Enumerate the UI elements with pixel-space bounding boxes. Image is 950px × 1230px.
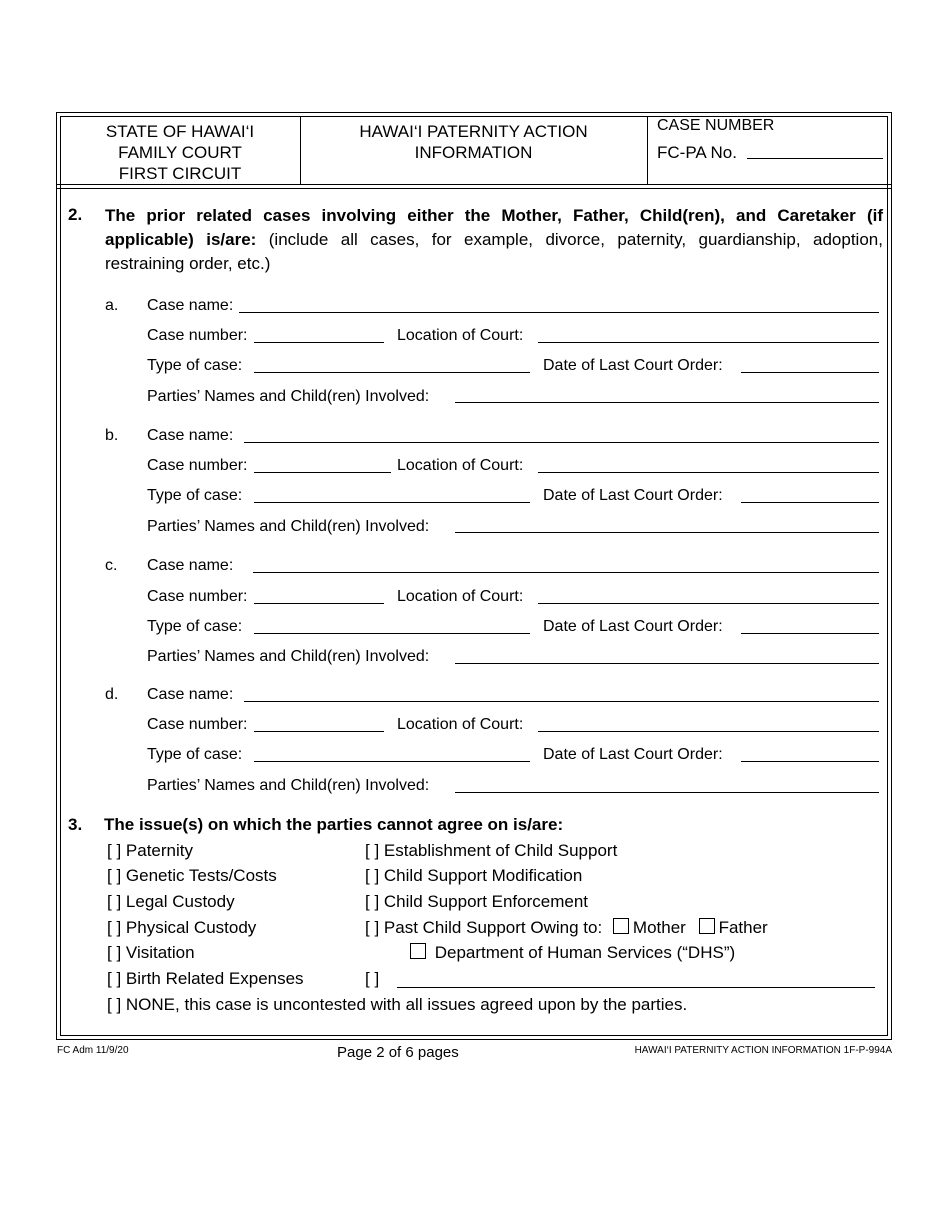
dhs-checkbox[interactable] [410,943,426,959]
case-number-input[interactable] [747,158,883,159]
type-label: Type of case: [147,746,243,763]
court-block [62,121,298,184]
section-number: 3. [68,815,83,834]
date-input[interactable] [741,502,879,503]
location-input[interactable] [538,472,879,473]
checkbox-bracket[interactable]: [ ] [107,841,122,860]
form-title-line: HAWAI‘I PATERNITY ACTION [359,122,588,141]
mother-label: Mother [632,918,686,937]
checkbox-bracket[interactable]: [ ] [107,943,122,962]
issue-option-paternity[interactable] [107,841,193,861]
case-name-input[interactable] [244,701,879,702]
date-input[interactable] [741,372,879,373]
case-number-field-label: Case number: [147,588,248,605]
checkbox-bracket[interactable]: [ ] [107,866,122,885]
case-name-label: Case name: [147,427,234,444]
court-line: STATE OF HAWAI‘I [105,122,255,141]
location-label: Location of Court: [397,588,524,605]
type-input[interactable] [254,761,530,762]
issue-option-label: Physical Custody [125,918,257,937]
other-issue-input[interactable] [397,987,875,988]
checkbox-bracket[interactable]: [ ] [365,892,380,911]
checkbox-bracket[interactable]: [ ] [365,841,380,860]
parties-input[interactable] [455,532,879,533]
footer-form-code: FC Adm 11/9/20 [57,1045,129,1056]
section-number: 2. [68,205,83,224]
issue-option-label: NONE, this case is uncontested with all issues agreed upon by the parties. [125,995,688,1014]
court-line: FIRST CIRCUIT [118,164,242,183]
date-input[interactable] [741,761,879,762]
parties-label: Parties’ Names and Child(ren) Involved: [147,777,430,794]
section2-heading-note: (include all cases, for example, divorce, paternity, guardianship, adoption, restraining order, etc.) [105,230,883,273]
case-name-label: Case name: [147,686,234,703]
entry-letter: a. [105,297,119,314]
issue-option-label: Genetic Tests/Costs [125,866,277,885]
section2-heading [105,204,883,276]
checkbox-bracket[interactable]: [ ] [107,969,122,988]
case-number-field-label: Case number: [147,716,248,733]
location-label: Location of Court: [397,457,524,474]
court-line: FAMILY COURT [118,143,242,162]
case-number-prefix: FC-PA No. [657,143,737,162]
location-label: Location of Court: [397,327,524,344]
issue-option-child-support-enforcement[interactable] [365,892,588,912]
issue-option-label: Establishment of Child Support [383,841,618,860]
date-label: Date of Last Court Order: [543,746,723,763]
issue-option-legal-custody[interactable] [107,892,235,912]
case-number-field-input[interactable] [254,731,384,732]
type-label: Type of case: [147,618,243,635]
issue-option-label: Birth Related Expenses [125,969,304,988]
parties-input[interactable] [455,663,879,664]
mother-checkbox[interactable] [613,918,629,934]
issue-option-label: Visitation [125,943,195,962]
type-input[interactable] [254,372,530,373]
issue-option-genetic-tests[interactable] [107,866,277,886]
parties-input[interactable] [455,792,879,793]
issue-option-child-support-establishment[interactable] [365,841,617,861]
page-indicator: Page 2 of 6 pages [337,1044,459,1061]
case-number-field-label: Case number: [147,457,248,474]
header-column-divider [647,116,648,184]
type-input[interactable] [254,502,530,503]
section3-heading: The issue(s) on which the parties cannot agree on is/are: [104,815,564,834]
issue-option-none[interactable] [107,995,687,1015]
entry-letter: d. [105,686,119,703]
section2-heading-bold: The prior related cases involving either the Mother, Father, Child(ren), and Caretaker (if applicable) is/are: [105,206,883,249]
issue-option-birth-expenses[interactable] [107,969,304,989]
date-label: Date of Last Court Order: [543,487,723,504]
form-title-line: INFORMATION [414,143,533,162]
type-input[interactable] [254,633,530,634]
checkbox-bracket[interactable]: [ ] [107,995,122,1014]
footer-form-title: HAWAI‘I PATERNITY ACTION INFORMATION 1F-P-994A [634,1045,892,1056]
header-column-divider [300,116,301,184]
checkbox-bracket[interactable]: [ ] [365,969,380,988]
issue-option-label: Paternity [125,841,193,860]
parties-label: Parties’ Names and Child(ren) Involved: [147,648,430,665]
issue-option-visitation[interactable] [107,943,195,963]
entry-letter: b. [105,427,119,444]
date-input[interactable] [741,633,879,634]
checkbox-bracket[interactable]: [ ] [365,866,380,885]
case-number-field-input[interactable] [254,603,384,604]
case-name-label: Case name: [147,557,234,574]
form-title [302,121,645,163]
case-number-field-input[interactable] [254,342,384,343]
date-label: Date of Last Court Order: [543,357,723,374]
case-name-input[interactable] [253,572,879,573]
checkbox-bracket[interactable]: [ ] [365,918,380,937]
issue-option-label: Past Child Support Owing to: [383,918,603,937]
issue-option-other[interactable] [365,969,379,989]
issue-option-label: Child Support Enforcement [383,892,589,911]
location-input[interactable] [538,342,879,343]
entry-letter: c. [105,557,118,574]
type-label: Type of case: [147,357,243,374]
dhs-label: Department of Human Services (“DHS”) [434,943,736,962]
case-number-field-input[interactable] [254,472,391,473]
case-name-input[interactable] [239,312,879,313]
header-divider [57,184,891,185]
issue-option-past-support[interactable] [365,918,768,938]
date-label: Date of Last Court Order: [543,618,723,635]
location-input[interactable] [538,731,879,732]
issue-option-child-support-modification[interactable] [365,866,582,886]
father-checkbox[interactable] [699,918,715,934]
parties-label: Parties’ Names and Child(ren) Involved: [147,388,430,405]
location-input[interactable] [538,603,879,604]
parties-label: Parties’ Names and Child(ren) Involved: [147,518,430,535]
location-label: Location of Court: [397,716,524,733]
checkbox-bracket[interactable]: [ ] [107,892,122,911]
case-number-label: CASE NUMBER [657,117,775,134]
parties-input[interactable] [455,402,879,403]
checkbox-bracket[interactable]: [ ] [107,918,122,937]
case-name-label: Case name: [147,297,234,314]
dhs-option[interactable] [410,943,735,963]
issue-option-label: Child Support Modification [383,866,583,885]
father-label: Father [718,918,768,937]
case-number-field-label: Case number: [147,327,248,344]
issue-option-label: Legal Custody [125,892,235,911]
header-divider [57,188,891,189]
type-label: Type of case: [147,487,243,504]
case-name-input[interactable] [244,442,879,443]
issue-option-physical-custody[interactable] [107,918,256,938]
